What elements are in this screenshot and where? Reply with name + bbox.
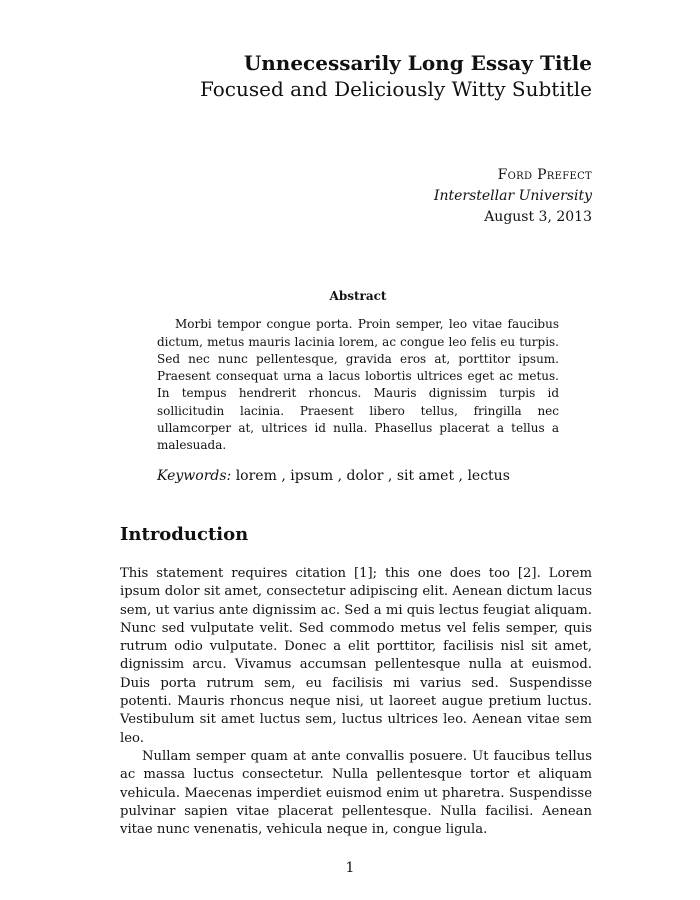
publication-date: August 3, 2013 [484, 209, 592, 225]
author-block [434, 165, 592, 228]
keywords [157, 467, 559, 485]
author-affiliation: Interstellar University [433, 188, 592, 204]
keywords-label: Keywords: [157, 467, 232, 484]
abstract-heading: Abstract [329, 289, 387, 303]
abstract [157, 288, 559, 485]
body-paragraph: Nullam semper quam at ante convallis posuere. Ut faucibus tellus ac massa luctus consectetur. Nulla pellentesque tortor et aliquam vehicula. Maecenas imperdiet euismod enim ut pharetra. Suspendisse pulvinar sapien vitae placerat pellentesque. Nulla facilisi. Aenean vitae nunc venenatis, vehicula neque in, congue ligula. [120, 748, 592, 838]
author-name: Ford Prefect [497, 167, 592, 183]
page-number: 1 [345, 860, 355, 876]
abstract-text: Morbi tempor congue porta. Proin semper, leo vitae faucibus dictum, metus mauris lacinia lorem, ac congue leo felis eu turpis. Sed nec nunc pellentesque, gravida eros at, porttitor ipsum. Praesent consequat urna a lacus lobortis ultrices eget ac metus. In tempus hendrerit rhoncus. Mauris dignissim turpis id sollicitudin lacinia. Praesent libero tellus, fringilla nec ullamcorper at, ultrices id nulla. Phasellus placerat a tellus a malesuada. [157, 317, 559, 453]
paper-subtitle: Focused and Deliciously Witty Subtitle [199, 77, 592, 101]
paper-title: Unnecessarily Long Essay Title [243, 51, 592, 75]
section-title-introduction: Introduction [120, 524, 249, 545]
body-paragraph: This statement requires citation [1]; this one does too [2]. Lorem ipsum dolor sit amet, consectetur adipiscing elit. Aenean dictum lacus sem, ut varius ante dignissim ac. Sed a mi quis lectus feugiat aliquam. Nunc sed vulputate velit. Sed commodo metus vel felis semper, quis rutrum odio vulputate. Donec a elit porttitor, facilisis nisl sit amet, dignissim arcu. Vivamus accumsan pellentesque nulla at euismod. Duis porta rutrum sem, eu facilisis mi varius sed. Suspendisse potenti. Mauris rhoncus neque nisi, ut laoreet augue pretium luctus. Vestibulum sit amet luctus sem, luctus ultrices leo. Aenean vitae sem leo. [120, 566, 592, 746]
section-body [120, 565, 592, 839]
keywords-list: lorem , ipsum , dolor , sit amet , lectus [235, 467, 510, 484]
title-block [200, 50, 592, 102]
